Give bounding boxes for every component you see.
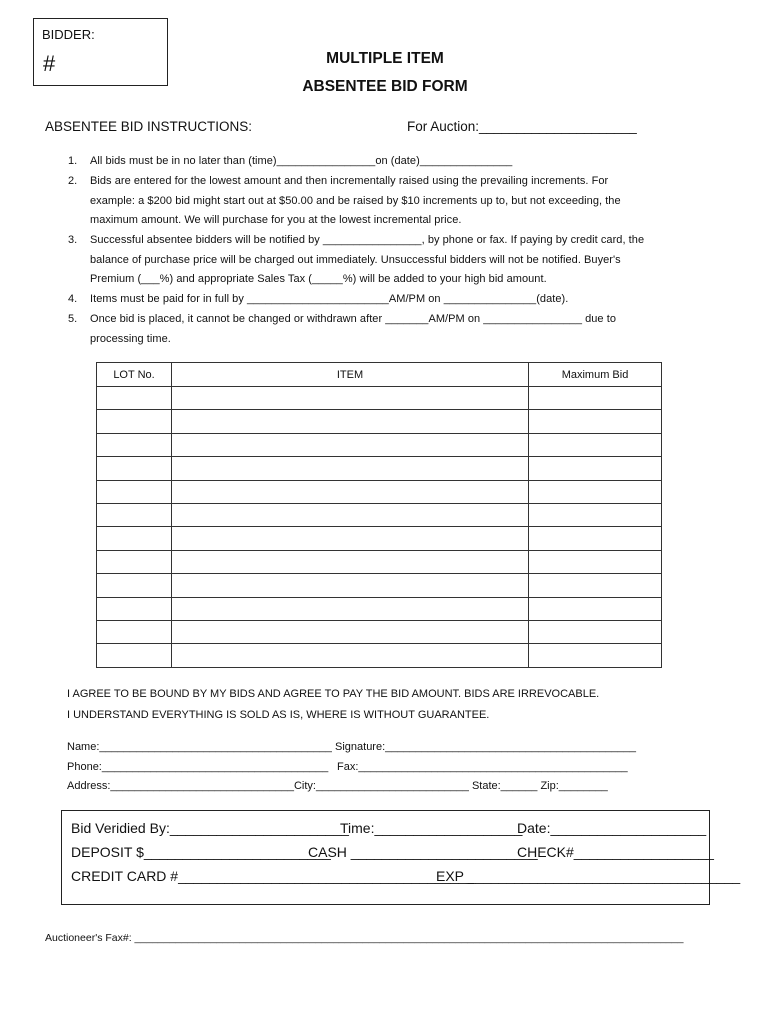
bid-table-row [97, 480, 662, 503]
bid-table-row [97, 550, 662, 573]
item-cell[interactable] [172, 574, 529, 597]
instruction-line: Successful absentee bidders will be notified by ________________, by phone or fax. If paying by credit card, the [90, 234, 645, 246]
item-cell[interactable] [172, 550, 529, 573]
item-cell[interactable] [172, 387, 529, 410]
instruction-number: 1. [68, 155, 78, 167]
instruction-line: processing time. [90, 333, 171, 345]
auctioneer-fax-field[interactable]: Auctioneer's Fax#: ______________________________________________________________________________________________ [45, 932, 684, 944]
date-field[interactable]: Date:____________________ [517, 820, 707, 836]
instruction-line: All bids must be in no later than (time)________________on (date)_______________ [90, 155, 513, 167]
lot-number-cell[interactable] [97, 620, 172, 643]
maximum-bid-cell[interactable] [529, 527, 662, 550]
maximum-bid-cell[interactable] [529, 550, 662, 573]
lot-number-header: LOT No. [97, 363, 172, 387]
title-line-1: MULTIPLE ITEM [326, 50, 444, 67]
lot-number-cell[interactable] [97, 457, 172, 480]
instruction-number: 4. [68, 293, 78, 305]
title-line-2: ABSENTEE BID FORM [302, 78, 468, 95]
expiration-field[interactable]: EXP ___________________________________ [436, 868, 741, 884]
maximum-bid-cell[interactable] [529, 574, 662, 597]
item-cell[interactable] [172, 644, 529, 667]
instruction-line: Once bid is placed, it cannot be changed or withdrawn after _______AM/PM on ________________ due to [90, 313, 616, 325]
agreement-line-2: I UNDERSTAND EVERYTHING IS SOLD AS IS, WHERE IS WITHOUT GUARANTEE. [67, 709, 490, 721]
signature-field[interactable]: Signature:_________________________________________ [335, 741, 636, 753]
instruction-line: maximum amount. We will purchase for you at the lowest incremental price. [90, 214, 462, 226]
lot-number-cell[interactable] [97, 503, 172, 526]
item-cell[interactable] [172, 527, 529, 550]
bid-table-header [97, 363, 662, 387]
instruction-number: 2. [68, 175, 78, 187]
bid-table-row [97, 574, 662, 597]
item-cell[interactable] [172, 410, 529, 433]
instructions-heading: ABSENTEE BID INSTRUCTIONS: [45, 119, 253, 134]
bid-table-row [97, 503, 662, 526]
check-field[interactable]: CHECK#__________________ [517, 844, 714, 860]
item-cell[interactable] [172, 457, 529, 480]
maximum-bid-cell[interactable] [529, 457, 662, 480]
instruction-line: balance of purchase price will be charged out immediately. Unsuccessful bidders will not be notified. Buyer's [90, 254, 621, 266]
bid-table-row [97, 457, 662, 480]
bid-table-row [97, 620, 662, 643]
verified-by-field[interactable]: Bid Veridied By:_______________________ [71, 820, 349, 836]
name-field[interactable]: Name:______________________________________ [67, 741, 332, 753]
time-field[interactable]: Time:___________________ [340, 820, 523, 836]
bid-table-row [97, 387, 662, 410]
agreement-line-1: I AGREE TO BE BOUND BY MY BIDS AND AGREE TO PAY THE BID AMOUNT. BIDS ARE IRREVOCABLE. [67, 688, 600, 700]
bid-table-row [97, 433, 662, 456]
instruction-line: Bids are entered for the lowest amount and then incrementally raised using the prevailing increments. For [90, 175, 609, 187]
lot-number-cell[interactable] [97, 433, 172, 456]
credit-card-field[interactable]: CREDIT CARD #______________________________________ [71, 868, 474, 884]
maximum-bid-cell[interactable] [529, 644, 662, 667]
lot-number-cell[interactable] [97, 527, 172, 550]
bid-table-row [97, 597, 662, 620]
maximum-bid-header: Maximum Bid [529, 363, 662, 387]
instruction-line: Items must be paid for in full by _______________________AM/PM on _______________(date). [90, 293, 569, 305]
lot-number-cell[interactable] [97, 574, 172, 597]
item-header: ITEM [172, 363, 529, 387]
lot-number-cell[interactable] [97, 410, 172, 433]
bidder-label: BIDDER: [42, 27, 95, 42]
bid-table-row [97, 644, 662, 667]
maximum-bid-cell[interactable] [529, 410, 662, 433]
auction-field[interactable]: For Auction:_____________________ [407, 119, 637, 134]
bid-table-row [97, 527, 662, 550]
maximum-bid-cell[interactable] [529, 387, 662, 410]
lot-number-cell[interactable] [97, 387, 172, 410]
lot-number-cell[interactable] [97, 597, 172, 620]
maximum-bid-cell[interactable] [529, 433, 662, 456]
instruction-number: 3. [68, 234, 78, 246]
instruction-line: Premium (___%) and appropriate Sales Tax (_____%) will be added to your high bid amount. [90, 273, 547, 285]
lot-number-cell[interactable] [97, 550, 172, 573]
phone-field[interactable]: Phone:_____________________________________ [67, 761, 329, 773]
lot-number-cell[interactable] [97, 480, 172, 503]
item-cell[interactable] [172, 433, 529, 456]
bidder-number-field[interactable]: # [43, 51, 56, 76]
cash-field[interactable]: CASH ________________________ [308, 844, 538, 860]
lot-number-cell[interactable] [97, 644, 172, 667]
deposit-field[interactable]: DEPOSIT $________________________ [71, 844, 331, 860]
instruction-line: example: a $200 bid might start out at $50.00 and be raised by $10 increments up to, but not exceeding, the [90, 195, 621, 207]
maximum-bid-cell[interactable] [529, 503, 662, 526]
item-cell[interactable] [172, 620, 529, 643]
fax-field[interactable]: Fax:____________________________________________ [337, 761, 628, 773]
maximum-bid-cell[interactable] [529, 597, 662, 620]
item-cell[interactable] [172, 597, 529, 620]
bid-table-row [97, 410, 662, 433]
instruction-number: 5. [68, 313, 78, 325]
item-cell[interactable] [172, 503, 529, 526]
item-cell[interactable] [172, 480, 529, 503]
bid-table [96, 362, 662, 668]
maximum-bid-cell[interactable] [529, 480, 662, 503]
address-field[interactable]: Address:______________________________City:_________________________ State:______ Zip:________ [67, 780, 608, 792]
maximum-bid-cell[interactable] [529, 620, 662, 643]
